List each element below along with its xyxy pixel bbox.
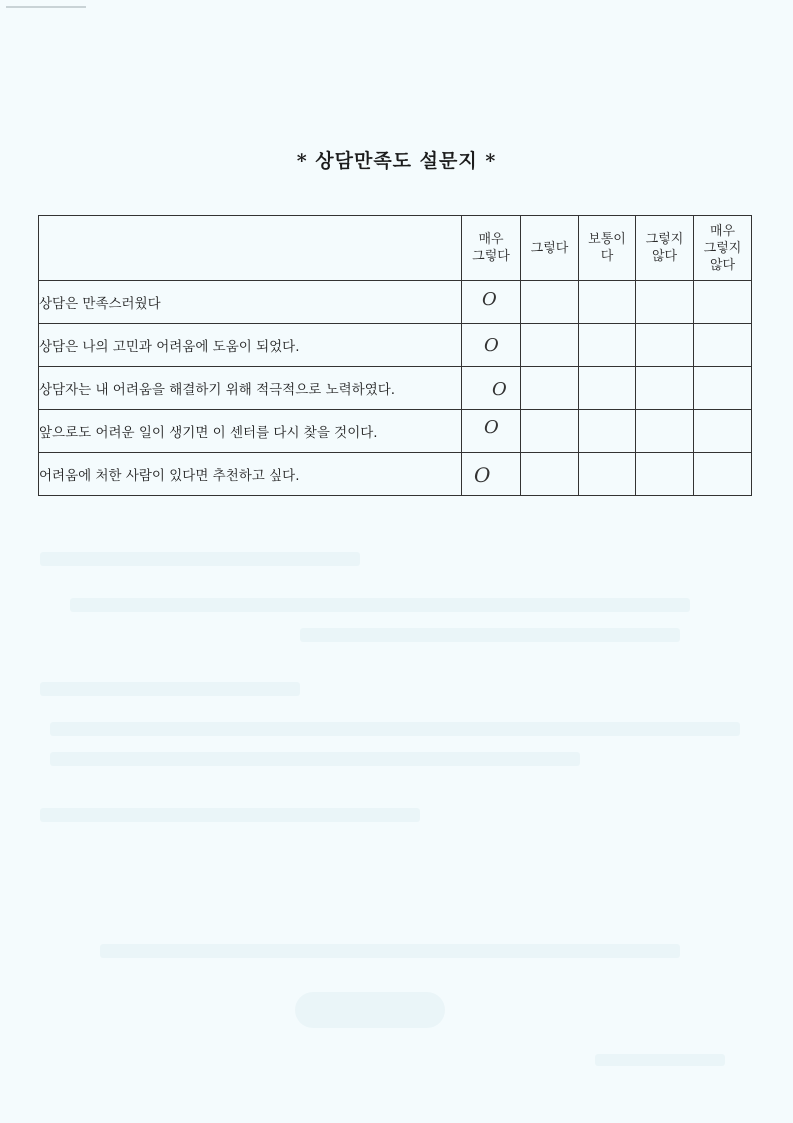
question-text: 상담은 나의 고민과 어려움에 도움이 되었다. — [39, 324, 462, 367]
header-strongly-agree — [462, 216, 521, 281]
header-disagree — [636, 216, 694, 281]
bleed-through-shade — [40, 552, 360, 566]
check-mark: O — [484, 417, 499, 438]
bleed-through-shade — [50, 722, 740, 736]
response-cell-disagree[interactable] — [636, 324, 694, 367]
bleed-through-shade — [50, 752, 580, 766]
response-cell-strongly-disagree[interactable] — [694, 453, 752, 496]
header-question-blank — [39, 216, 462, 281]
check-mark: O — [474, 463, 491, 487]
response-cell-strongly-agree[interactable] — [462, 453, 521, 496]
response-cell-neutral[interactable] — [579, 281, 636, 324]
question-text: 어려움에 처한 사람이 있다면 추천하고 싶다. — [39, 453, 462, 496]
check-mark: O — [492, 379, 507, 400]
response-cell-agree[interactable] — [521, 281, 579, 324]
question-text: 상담은 만족스러웠다 — [39, 281, 462, 324]
response-cell-agree[interactable] — [521, 324, 579, 367]
check-mark: O — [482, 289, 497, 310]
header-label: 매우 그렇지 않다 — [703, 223, 742, 273]
table-row — [39, 410, 752, 453]
header-label: 보통이 다 — [588, 232, 626, 264]
response-cell-disagree[interactable] — [636, 367, 694, 410]
response-cell-disagree[interactable] — [636, 410, 694, 453]
header-label: 그렇다 — [530, 240, 569, 256]
page-title: * 상담만족도 설문지 * — [296, 150, 497, 172]
table-row — [39, 453, 752, 496]
response-cell-agree[interactable] — [521, 367, 579, 410]
scan-edge-mark — [6, 6, 86, 8]
header-label: 그렇지 않다 — [645, 232, 684, 264]
bleed-through-shade — [70, 598, 690, 612]
response-cell-strongly-disagree[interactable] — [694, 367, 752, 410]
bleed-through-shade — [595, 1054, 725, 1066]
response-cell-strongly-disagree[interactable] — [694, 410, 752, 453]
response-cell-strongly-agree[interactable] — [462, 367, 521, 410]
bleed-through-shade — [295, 992, 445, 1028]
bleed-through-shade — [300, 628, 680, 642]
table-row — [39, 281, 752, 324]
response-cell-neutral[interactable] — [579, 410, 636, 453]
response-cell-neutral[interactable] — [579, 453, 636, 496]
bleed-through-shade — [40, 682, 300, 696]
table-header-row — [39, 216, 752, 281]
response-cell-disagree[interactable] — [636, 281, 694, 324]
header-neutral — [579, 216, 636, 281]
response-cell-strongly-disagree[interactable] — [694, 324, 752, 367]
response-cell-agree[interactable] — [521, 453, 579, 496]
table-row — [39, 324, 752, 367]
response-cell-strongly-agree[interactable] — [462, 281, 521, 324]
response-cell-strongly-disagree[interactable] — [694, 281, 752, 324]
response-cell-strongly-agree[interactable] — [462, 324, 521, 367]
response-cell-disagree[interactable] — [636, 453, 694, 496]
check-mark: O — [484, 335, 499, 356]
response-cell-neutral[interactable] — [579, 324, 636, 367]
bleed-through-shade — [100, 944, 680, 958]
header-label: 매우 그렇다 — [472, 232, 510, 264]
table-row — [39, 367, 752, 410]
question-text: 앞으로도 어려운 일이 생기면 이 센터를 다시 찾을 것이다. — [39, 410, 462, 453]
header-strongly-disagree — [694, 216, 752, 281]
bleed-through-shade — [40, 808, 420, 822]
question-text: 상담자는 내 어려움을 해결하기 위해 적극적으로 노력하였다. — [39, 367, 462, 410]
response-cell-agree[interactable] — [521, 410, 579, 453]
response-cell-strongly-agree[interactable] — [462, 410, 521, 453]
header-agree — [521, 216, 579, 281]
response-cell-neutral[interactable] — [579, 367, 636, 410]
satisfaction-table — [38, 215, 752, 496]
